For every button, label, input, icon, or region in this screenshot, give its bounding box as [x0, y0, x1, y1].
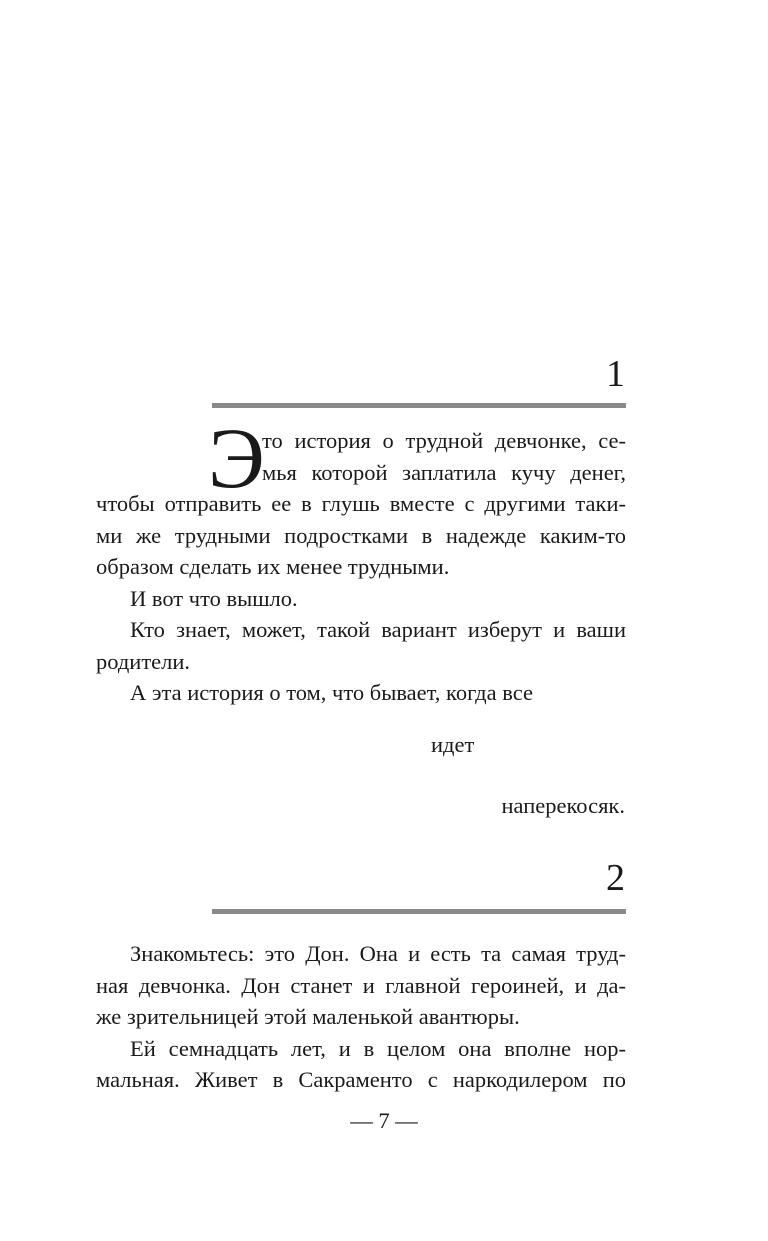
chapter-number-2: 2	[606, 857, 625, 899]
text-line: родители.	[96, 648, 191, 674]
chapter2-body	[96, 938, 626, 1096]
page-number: — 7 —	[350, 1108, 418, 1133]
paragraph-line: Знакомьтесь: это Дон. Она и есть та самая труд-	[130, 941, 626, 966]
chapter1-body	[96, 488, 626, 709]
text-line: ми же трудными подростками в надежде каким-то	[96, 522, 626, 548]
paragraph-line: Кто знает, может, такой вариант изберут и ваши	[130, 617, 626, 642]
text-line: образом сделать их менее трудными.	[96, 554, 450, 579]
chapter-divider-1	[212, 403, 626, 408]
paragraph-line: Ей семнадцать лет, и в целом она вполне нор-	[130, 1035, 626, 1061]
text-line: то история о трудной девчонке, се-	[262, 428, 626, 453]
text-line: ная девчонка. Дон станет и главной героиней, и да-	[96, 972, 626, 998]
chapter-divider-2	[212, 909, 626, 914]
text-line: мья которой заплатила кучу денег,	[262, 459, 626, 485]
paragraph-line: А эта история о том, что бывает, когда все	[130, 680, 533, 705]
staggered-word-middle: идет	[431, 732, 475, 757]
text-line: же зрительницей этой маленькой авантюры.	[96, 1004, 520, 1029]
text-line: чтобы отправить ее в глушь вместе с другими таки-	[96, 491, 626, 516]
dropcap-letter: Э	[208, 410, 265, 506]
dropcap-paragraph	[208, 410, 626, 506]
paragraph-line: И вот что вышло.	[130, 585, 298, 611]
chapter-number-1: 1	[606, 353, 625, 395]
staggered-word-right: наперекосяк.	[501, 793, 625, 818]
text-line: мальная. Живет в Сакраменто с наркодилером по	[96, 1067, 626, 1092]
